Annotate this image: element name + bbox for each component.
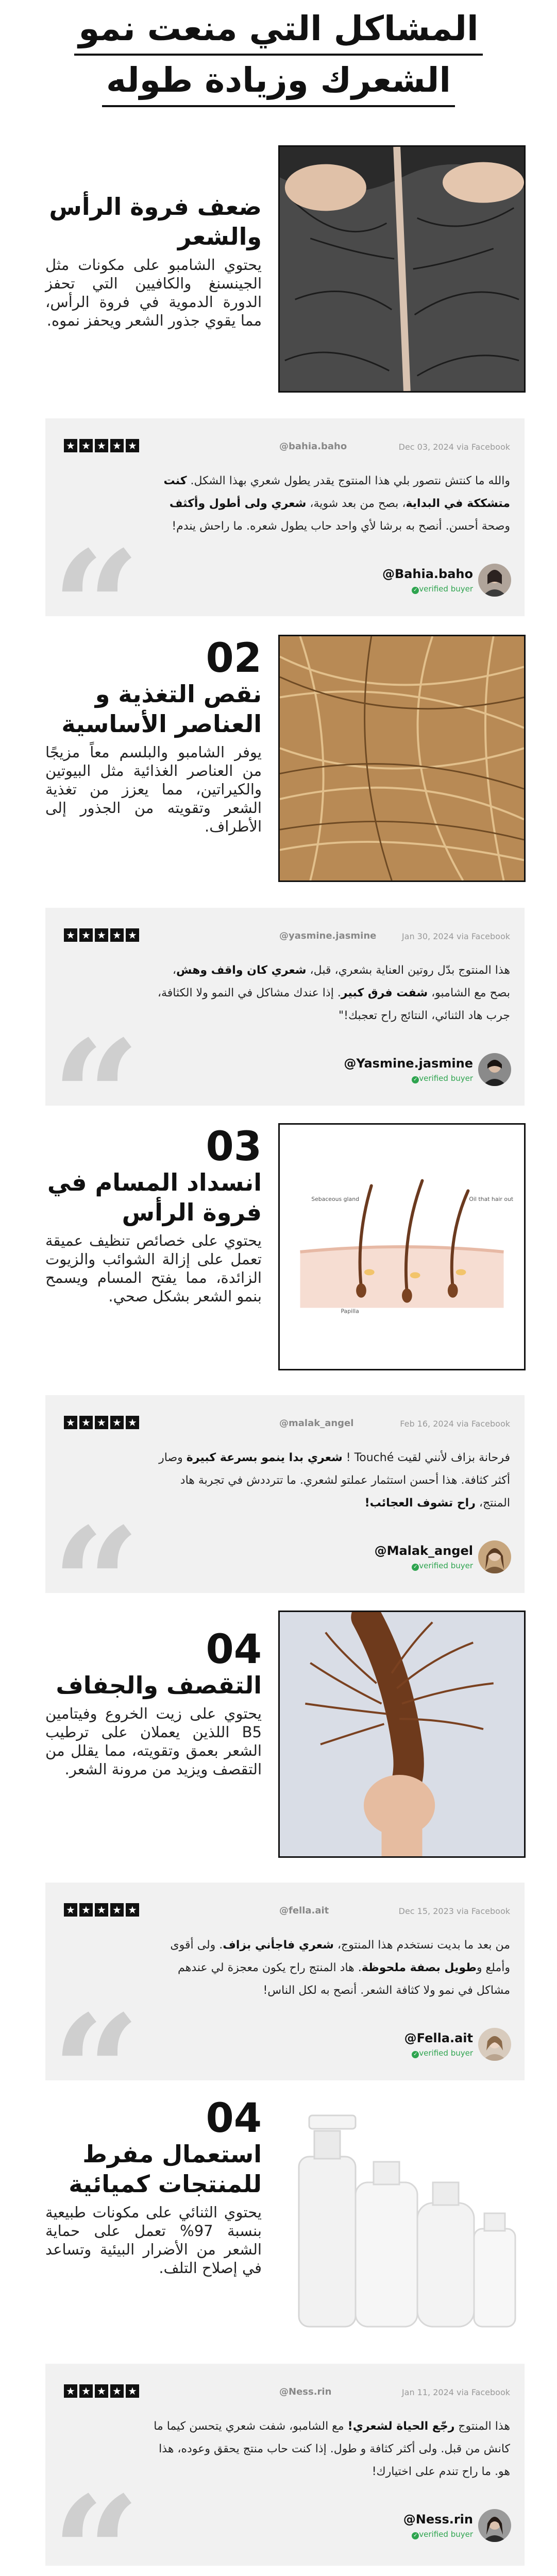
bottles-photo — [278, 2095, 526, 2342]
review-text: من بعد ما بديت نستخدم هذا المنتوج، شعري فاجأني بزاف. ولى أقوى وأملع وطويل بصفة ملحوظة. هاد المنتج راح يكون معجزة لي عندهم مشاكل في نمو ولا كثافة الشعر. أنصح به لكل الناس! — [170, 1939, 510, 1997]
star-icon: ★ — [79, 928, 93, 942]
star-icon: ★ — [110, 439, 124, 452]
diagram-label: Oil that hair out — [469, 1196, 514, 1203]
reviewer-name: @Ness.rin — [403, 2512, 473, 2527]
problem-section-3 — [0, 1123, 557, 1381]
page-title-line2: الشعرك وزيادة طوله — [102, 56, 455, 107]
verified-badge: ✓ verified buyer — [410, 1561, 473, 1571]
dry-hair-photo — [278, 635, 526, 882]
section-description: يوفر الشامبو والبلسم معاً مزيجًا من العناصر الغذائية مثل البيوتين والكيراتين، مما يعزز من تغذية الشعر وتقويته من الجذور إلى الأطراف. — [45, 743, 262, 835]
check-icon: ✓ — [412, 1076, 419, 1083]
star-icon: ★ — [126, 439, 139, 452]
verified-badge: ✓ verified buyer — [410, 2048, 473, 2058]
problem-section-2 — [0, 635, 557, 892]
section-title: ضعف فروة الرأس والشعر — [49, 193, 262, 250]
check-icon: ✓ — [412, 1564, 419, 1571]
reviewer-name: @Bahia.baho — [382, 567, 473, 581]
section-description: يحتوي على خصائص تنظيف عميقة تعمل على إزالة الشوائب والزيوت الزائدة، مما يفتح المسام ويسمح بنمو الشعر بشكل صحي. — [45, 1232, 262, 1305]
user-avatar — [478, 2028, 511, 2061]
star-icon: ★ — [126, 1903, 139, 1917]
section-number: 04 — [206, 1626, 262, 1673]
star-icon: ★ — [126, 2384, 139, 2398]
page-header — [0, 0, 557, 120]
star-icon: ★ — [95, 1903, 108, 1917]
section-description: يحتوي على زيت الخروع وفيتامين B5 اللذين يعملان على ترطيب الشعر بعمق وتقويته، مما يقلل من التقصف ويزيد من مرونة الشعر. — [45, 1705, 262, 1778]
diagram-label: Sebaceous gland — [311, 1196, 359, 1203]
star-icon: ★ — [64, 1903, 77, 1917]
page-title-line1: المشاكل التي منعت نمو — [74, 4, 482, 56]
hair-follicle-diagram — [278, 1123, 526, 1370]
quote-icon: “ — [52, 1494, 141, 1675]
split-ends-photo — [278, 1611, 526, 1858]
quote-icon: “ — [52, 2462, 141, 2576]
section-title: استعمال مفرط للمنتجات كميائية — [69, 2140, 262, 2198]
review-text: والله ما كنتش نتصور بلي هذا المنتوج يقدر يطول شعري بهذا الشكل. كنت متشككة في البداية، بصح من بعد شوية، شعري ولى أطول وأكثف وصحة أحسن. أنصح به برشا لأي واحد حاب يطول شعره. ما راحش يندم! — [163, 474, 510, 533]
review-date: Jan 11, 2024 via Facebook — [401, 2387, 510, 2397]
star-icon: ★ — [95, 928, 108, 942]
star-icon: ★ — [95, 2384, 108, 2398]
review-card-1 — [45, 418, 525, 699]
problem-section-1 — [0, 145, 557, 403]
user-avatar — [478, 1540, 511, 1573]
star-icon: ★ — [95, 439, 108, 452]
section-title: انسداد المسام في فروة الرأس — [47, 1168, 262, 1226]
star-icon: ★ — [79, 2384, 93, 2398]
check-icon: ✓ — [412, 2051, 419, 2058]
review-date: Dec 03, 2024 via Facebook — [398, 442, 510, 452]
check-icon: ✓ — [412, 2532, 419, 2539]
star-icon: ★ — [110, 928, 124, 942]
star-icon: ★ — [95, 1416, 108, 1429]
review-text: فرحانة بزاف لأنني لقيت Touché ! شعري بدا ينمو بسرعة كبيرة وصار أكثر كثافة. هذا أحسن استثمار عملتو لشعري. ما تترددش في تجربة هاد المنتج، راح تشوف العجائب! — [159, 1451, 510, 1510]
review-date: Dec 15, 2023 via Facebook — [398, 1906, 510, 1916]
hair-scalp-photo — [278, 145, 526, 393]
problem-section-5 — [0, 2095, 557, 2352]
rating-stars — [64, 1903, 139, 1917]
star-icon: ★ — [126, 1416, 139, 1429]
section-description: يحتوي الثنائي على مكونات طبيعية بنسبة 97% تعمل على حماية الشعر من الأضرار البيئية وتساعد في إصلاح التلف. — [45, 2204, 262, 2277]
quote-icon: “ — [52, 517, 141, 699]
check-icon: ✓ — [412, 587, 419, 594]
reviewer-name: @Malak_angel — [374, 1544, 473, 1558]
quote-icon: “ — [52, 1006, 141, 1188]
user-avatar — [478, 564, 511, 597]
reviewer-name: @Fella.ait — [404, 2031, 473, 2045]
star-icon: ★ — [79, 1903, 93, 1917]
section-number: 04 — [206, 2095, 262, 2142]
star-icon: ★ — [110, 1903, 124, 1917]
review-username[interactable]: @bahia.baho — [279, 441, 347, 452]
section-title: نقص التغذية و العناصر الأساسية — [61, 680, 262, 738]
review-username[interactable]: @yasmine.jasmine — [279, 930, 377, 941]
star-icon: ★ — [126, 928, 139, 942]
review-username[interactable]: @fella.ait — [279, 1905, 329, 1916]
review-date: Jan 30, 2024 via Facebook — [401, 931, 510, 941]
verified-badge: ✓ verified buyer — [410, 1074, 473, 1083]
rating-stars — [64, 1416, 139, 1429]
star-icon: ★ — [64, 2384, 77, 2398]
user-avatar — [478, 1053, 511, 1086]
quote-icon: “ — [52, 1981, 141, 2163]
review-text: هذا المنتوج بدّل روتين العناية بشعري، قبل، شعري كان واقف وهش، بصح مع الشامبو، شفت فرق كبير. إذا عندك مشاكل في النمو ولا الكثافة، جرب هاد الثنائي، النتائج راح تعجبك!" — [157, 964, 510, 1022]
review-username[interactable]: @Ness.rin — [279, 2386, 332, 2397]
review-username[interactable]: @malak_angel — [279, 1418, 354, 1429]
section-description: يحتوي الشامبو على مكونات مثل الجينسنغ والكافيين التي تحفز الدورة الدموية في فروة الرأس، مما يقوي جذور الشعر ويحفز نموه. — [45, 256, 262, 329]
section-number: 03 — [206, 1124, 262, 1170]
problem-section-4 — [0, 1611, 557, 1868]
review-card-5 — [45, 2364, 525, 2576]
rating-stars — [64, 928, 139, 942]
review-text: هذا المنتوج رجّع الحياة لشعري! مع الشامبو، شفت شعري يتحسن كيما ما كانش من قبل. ولى أكثر كثافة و طول. إذا كنت حاب منتج يحقق وعوده، هذا هو. ما راح تندم على اختيارك! — [154, 2420, 510, 2478]
star-icon: ★ — [79, 1416, 93, 1429]
diagram-label: Papilla — [341, 1308, 359, 1315]
section-title: التقصف والجفاف — [56, 1671, 262, 1699]
rating-stars — [64, 439, 139, 452]
star-icon: ★ — [110, 2384, 124, 2398]
star-icon: ★ — [64, 928, 77, 942]
verified-badge: ✓ verified buyer — [410, 584, 473, 594]
verified-badge: ✓ verified buyer — [410, 2530, 473, 2539]
star-icon: ★ — [79, 439, 93, 452]
star-icon: ★ — [64, 1416, 77, 1429]
star-icon: ★ — [110, 1416, 124, 1429]
user-avatar — [478, 2509, 511, 2542]
rating-stars — [64, 2384, 139, 2398]
reviewer-name: @Yasmine.jasmine — [344, 1056, 473, 1071]
star-icon: ★ — [64, 439, 77, 452]
review-date: Feb 16, 2024 via Facebook — [400, 1419, 510, 1429]
section-number: 02 — [206, 635, 262, 682]
